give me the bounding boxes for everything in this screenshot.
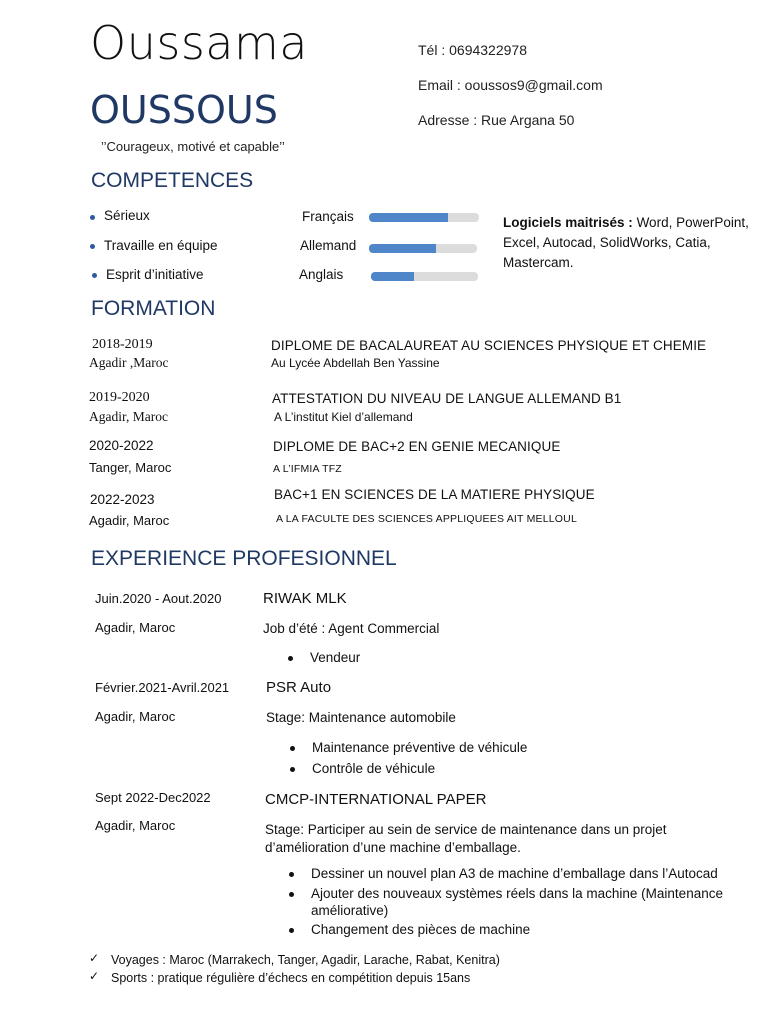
experience-task: Maintenance préventive de véhicule bbox=[312, 740, 528, 755]
section-title-formation: FORMATION bbox=[91, 297, 216, 320]
tagline: ’’Courageux, motivé et capable’’ bbox=[101, 139, 285, 154]
bullet-dot-icon bbox=[290, 746, 295, 751]
experience-task: Dessiner un nouvel plan A3 de machine d’emballage dans l’Autocad bbox=[311, 866, 718, 881]
skill-item: Travaille en équipe bbox=[104, 238, 218, 253]
language-name: Français bbox=[302, 209, 354, 224]
interest-item: Sports : pratique régulière d’échecs en compétition depuis 15ans bbox=[111, 971, 471, 985]
language-name: Anglais bbox=[299, 267, 344, 282]
experience-role: Stage: Participer au sein de service de maintenance dans un projet d’amélioration d’une machine d’emballage. bbox=[265, 822, 667, 855]
last-name: OUSSOUS bbox=[90, 88, 278, 132]
software-list: Word, PowerPoint, Excel, Autocad, SolidWorks, Catia, Mastercam. bbox=[503, 215, 749, 270]
bullet-dot-icon bbox=[289, 892, 294, 897]
formation-years: 2019-2020 bbox=[89, 390, 150, 405]
experience-task: Ajouter des nouveaux systèmes réels dans la machine (Maintenance bbox=[311, 886, 723, 901]
email: Email : ooussos9@gmail.com bbox=[418, 77, 603, 93]
formation-years: 2020-2022 bbox=[89, 438, 154, 453]
skill-item: Sérieux bbox=[104, 208, 150, 223]
formation-degree: ATTESTATION DU NIVEAU DE LANGUE ALLEMAND B1 bbox=[272, 391, 622, 406]
formation-years: 2022-2023 bbox=[90, 492, 155, 507]
formation-degree: DIPLOME DE BAC+2 EN GENIE MECANIQUE bbox=[273, 439, 561, 454]
formation-years: 2018-2019 bbox=[92, 337, 153, 352]
bullet-dot-icon bbox=[290, 767, 295, 772]
formation-degree: DIPLOME DE BACALAUREAT AU SCIENCES PHYSIQUE ET CHEMIE bbox=[271, 338, 707, 353]
section-title-competences: COMPETENCES bbox=[91, 169, 254, 192]
bullet-dot-icon bbox=[90, 244, 95, 249]
software-label: Logiciels maitrisés : bbox=[503, 215, 633, 230]
software-skills bbox=[503, 213, 758, 273]
experience-task: Changement des pièces de machine bbox=[311, 922, 531, 937]
language-level-fill bbox=[369, 244, 436, 253]
language-level-fill bbox=[369, 213, 448, 222]
formation-place: Tanger, Maroc bbox=[89, 460, 172, 475]
experience-place: Agadir, Maroc bbox=[95, 620, 176, 635]
bullet-dot-icon bbox=[289, 872, 294, 877]
bullet-dot-icon bbox=[288, 656, 293, 661]
experience-company: CMCP-INTERNATIONAL PAPER bbox=[265, 791, 487, 808]
experience-company: PSR Auto bbox=[266, 679, 332, 696]
experience-dates: Juin.2020 - Aout.2020 bbox=[95, 591, 222, 606]
formation-school: A L’IFMIA TFZ bbox=[273, 463, 342, 475]
experience-place: Agadir, Maroc bbox=[95, 709, 176, 724]
formation-place: Agadir, Maroc bbox=[89, 409, 168, 424]
phone: Tél : 0694322978 bbox=[418, 42, 527, 58]
checkmark-icon: ✓ bbox=[89, 951, 100, 965]
bullet-dot-icon bbox=[92, 273, 97, 278]
skill-item: Esprit d’initiative bbox=[106, 267, 204, 282]
experience-task: Contrôle de véhicule bbox=[312, 761, 436, 776]
formation-school: A L’institut Kiel d’allemand bbox=[274, 410, 413, 424]
experience-role: Stage: Maintenance automobile bbox=[266, 710, 456, 725]
bullet-dot-icon bbox=[90, 215, 95, 220]
language-level-bar bbox=[369, 213, 479, 222]
bullet-dot-icon bbox=[289, 928, 294, 933]
formation-school: Au Lycée Abdellah Ben Yassine bbox=[271, 356, 440, 370]
experience-dates: Février.2021-Avril.2021 bbox=[95, 680, 230, 695]
experience-dates: Sept 2022-Dec2022 bbox=[95, 790, 211, 805]
language-level-bar bbox=[369, 244, 477, 253]
checkmark-icon: ✓ bbox=[89, 969, 100, 983]
experience-role: Job d’été : Agent Commercial bbox=[263, 621, 440, 636]
interest-item: Voyages : Maroc (Marrakech, Tanger, Agadir, Larache, Rabat, Kenitra) bbox=[111, 953, 500, 967]
language-level-bar bbox=[371, 272, 478, 281]
experience-company: RIWAK MLK bbox=[263, 590, 347, 607]
experience-task-continued: améliorative) bbox=[311, 903, 389, 918]
section-title-experience: EXPERIENCE PROFESIONNEL bbox=[91, 547, 397, 570]
language-level-fill bbox=[371, 272, 414, 281]
formation-degree: BAC+1 EN SCIENCES DE LA MATIERE PHYSIQUE bbox=[274, 487, 595, 502]
formation-school: A LA FACULTE DES SCIENCES APPLIQUEES AIT MELLOUL bbox=[276, 513, 577, 525]
experience-task: Vendeur bbox=[310, 650, 361, 665]
formation-place: Agadir ,Maroc bbox=[89, 355, 169, 370]
first-name: Oussama bbox=[90, 16, 308, 70]
language-name: Allemand bbox=[300, 238, 357, 253]
address: Adresse : Rue Argana 50 bbox=[418, 112, 575, 128]
experience-place: Agadir, Maroc bbox=[95, 818, 176, 833]
formation-place: Agadir, Maroc bbox=[89, 513, 170, 528]
